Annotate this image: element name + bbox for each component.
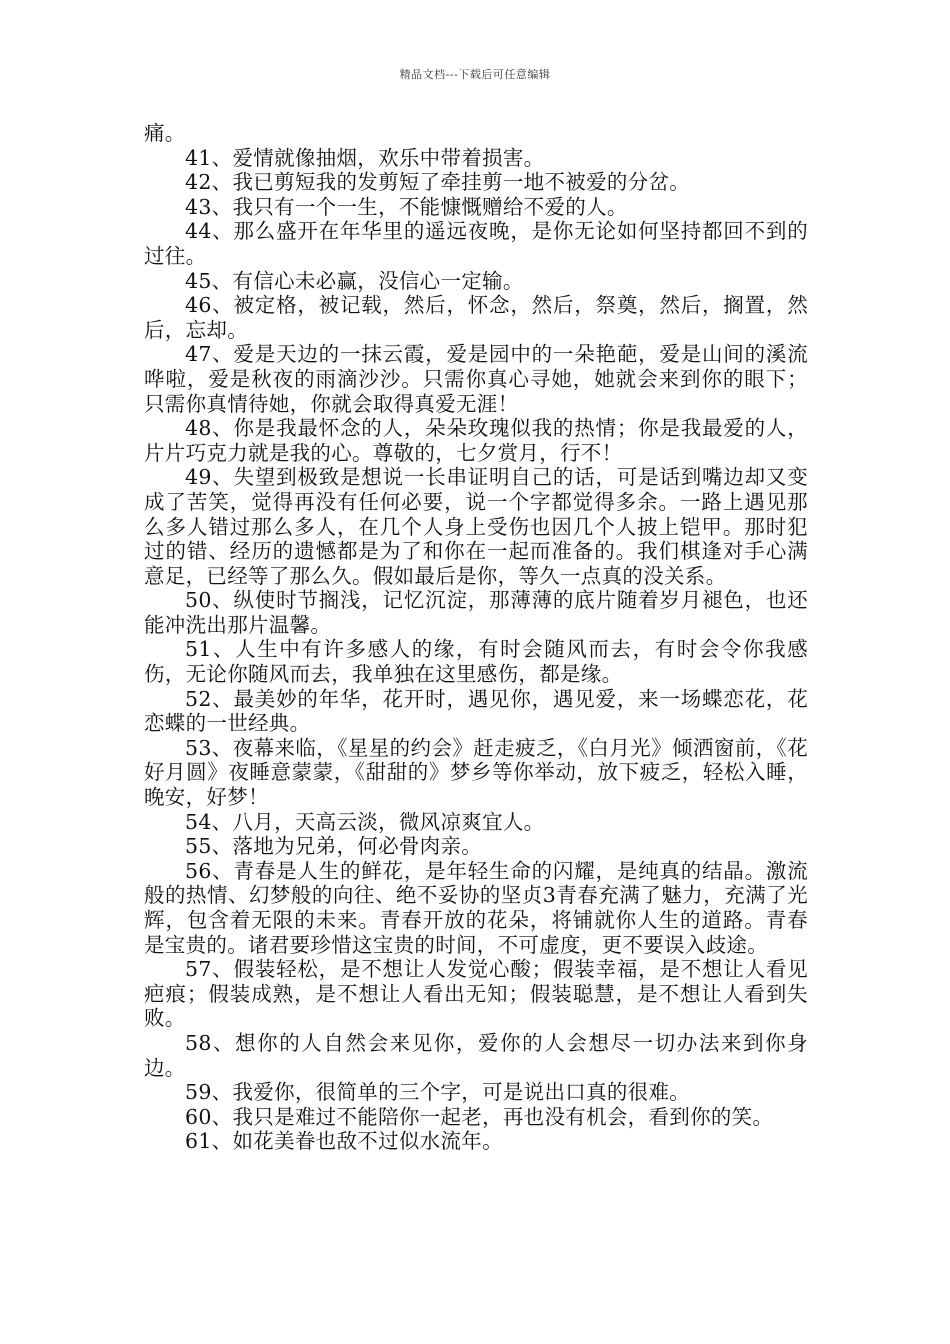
paragraph: 47、爱是天边的一抹云霞，爱是园中的一朵艳葩，爱是山间的溪流哗啦，爱是秋夜的雨滴沙沙。只需你真心寻她，她就会来到你的眼下；只需你真情待她，你就会取得真爱无涯！ bbox=[144, 342, 808, 416]
paragraph: 45、有信心未必赢，没信心一定输。 bbox=[185, 268, 524, 293]
paragraph: 60、我只是难过不能陪你一起老，再也没有机会，看到你的笑。 bbox=[185, 1104, 774, 1129]
paragraph: 54、八月，天高云淡，微风凉爽宜人。 bbox=[185, 809, 545, 834]
paragraph: 61、如花美眷也敌不过似水流年。 bbox=[185, 1129, 503, 1154]
paragraph: 49、失望到极致是想说一长串证明自己的话，可是话到嘴边却又变成了苦笑，觉得再没有任何必要，说一个字都觉得多余。一路上遇见那么多人错过那么多人，在几个人身上受伤也因几个人披上铠甲。那时犯过的错、经历的遗憾都是为了和你在一起而准备的。我们棋逢对手心满意足，已经等了那么久。假如最后是你，等久一点真的没关系。 bbox=[144, 465, 808, 588]
page-header: 精品文档---下载后可任意编辑 bbox=[399, 68, 551, 81]
document-body bbox=[144, 121, 808, 1154]
paragraph: 57、假装轻松，是不想让人发觉心酸；假装幸福，是不想让人看见疤痕；假装成熟，是不想让人看出无知；假装聪慧，是不想让人看到失败。 bbox=[144, 957, 808, 1031]
paragraph: 56、青春是人生的鲜花，是年轻生命的闪耀，是纯真的结晶。激流般的热情、幻梦般的向往、绝不妥协的坚贞3青春充满了魅力，充满了光辉，包含着无限的未来。青春开放的花朵，将铺就你人生的道路。青春是宝贵的。诸君要珍惜这宝贵的时间，不可虚度，更不要误入歧途。 bbox=[144, 858, 808, 957]
paragraph: 48、你是我最怀念的人，朵朵玫瑰似我的热情；你是我最爱的人，片片巧克力就是我的心。尊敬的，七夕赏月，行不！ bbox=[144, 416, 808, 465]
paragraph: 51、人生中有许多感人的缘，有时会随风而去，有时会令你我感伤，无论你随风而去，我单独在这里感伤，都是缘。 bbox=[144, 637, 808, 687]
paragraph: 53、夜幕来临，《星星的约会》赶走疲乏，《白月光》倾洒窗前，《花好月圆》夜睡意蒙蒙，《甜甜的》梦乡等你举动，放下疲乏，轻松入睡，晚安，好梦！ bbox=[144, 735, 808, 810]
paragraph: 痛。 bbox=[144, 121, 186, 145]
paragraph: 42、我已剪短我的发剪短了牵挂剪一地不被爱的分岔。 bbox=[185, 170, 691, 195]
paragraph: 44、那么盛开在年华里的遥远夜晚，是你无论如何坚持都回不到的过往。 bbox=[144, 219, 808, 268]
paragraph: 59、我爱你，很简单的三个字，可是说出口真的很难。 bbox=[185, 1080, 691, 1105]
paragraph: 55、落地为兄弟，何必骨肉亲。 bbox=[185, 834, 483, 859]
paragraph: 41、爱情就像抽烟，欢乐中带着损害。 bbox=[185, 145, 545, 170]
paragraph: 46、被定格，被记载，然后，怀念，然后，祭奠，然后，搁置，然后，忘却。 bbox=[144, 293, 808, 342]
paragraph: 52、最美妙的年华，花开时，遇见你，遇见爱，来一场蝶恋花，花恋蝶的一世经典。 bbox=[144, 686, 808, 736]
paragraph: 50、纵使时节搁浅，记忆沉淀，那薄薄的底片随着岁月褪色，也还能冲洗出那片温馨。 bbox=[144, 588, 808, 637]
paragraph: 58、想你的人自然会来见你，爱你的人会想尽一切办法来到你身边。 bbox=[144, 1030, 808, 1080]
paragraph: 43、我只有一个一生，不能慷慨赠给不爱的人。 bbox=[185, 194, 628, 219]
